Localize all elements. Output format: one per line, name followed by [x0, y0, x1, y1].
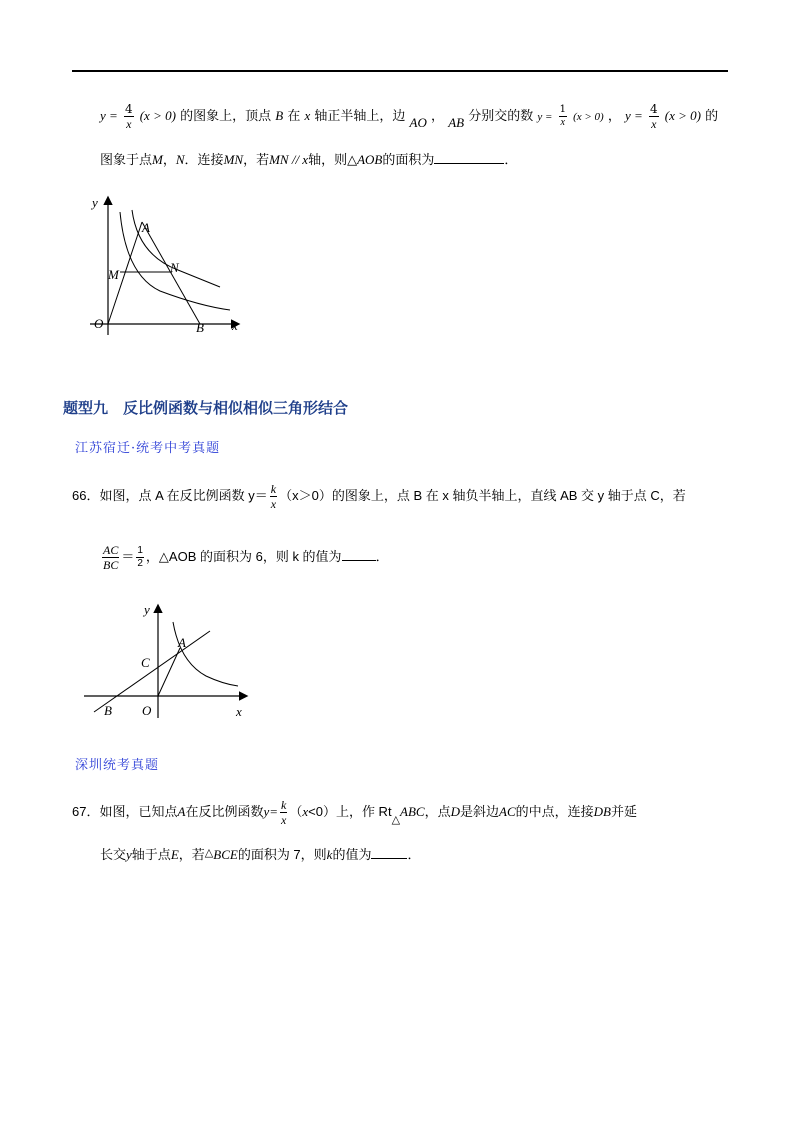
- fig66-label-y: y: [144, 602, 150, 617]
- q65-line-1: y = $\frac{4}{x}$ (x > 0) 的图象上，顶点 B 在 x 轴正半轴上，边 AO ， AB 分别交的数 y = $\frac{1}{x}$ (x > 0) ， y = $\frac{4}{x}$ (x > 0) 的: [100, 102, 719, 131]
- segment-oa: [158, 648, 180, 696]
- figure-q66: [78, 600, 253, 725]
- q66-fraction-half: $\frac{1}{2}$: [137, 545, 143, 570]
- fig65-label-y: y: [92, 195, 98, 210]
- figure-q65: [80, 190, 250, 340]
- eq2-fraction: $\frac{1}{x}$: [559, 104, 566, 128]
- answer-blank-67: [371, 848, 407, 859]
- q66-fraction-ac-bc: $\frac{AC}{BC}$: [103, 543, 119, 573]
- eq1-fraction: $\frac{4}{x}$: [124, 102, 133, 131]
- q67-fraction-k-x: $\frac{k}{x}$: [281, 798, 287, 828]
- fig65-label-x: x: [232, 318, 238, 333]
- eq1-lhs: y =: [100, 108, 118, 123]
- fig65-label-a: A: [142, 220, 150, 235]
- section-title: 题型九 反比例函数与相似相似三角形结合: [63, 399, 349, 417]
- fig65-label-b: B: [196, 320, 204, 335]
- edge-ab: AB: [448, 115, 465, 130]
- fig65-label-o: O: [94, 316, 104, 331]
- fig66-label-c: C: [141, 655, 150, 670]
- q67-line-1: 67．如图，已知点A在反比例函数y= $\frac{k}{x}$ （x<0）上，作 $Rt_\triangle ABC$，点D是斜边AC的中点，连接DB并延: [72, 798, 638, 828]
- q66-number: 66．: [72, 488, 100, 503]
- fig65-label-n: N: [170, 260, 179, 275]
- fig66-label-x: x: [236, 704, 242, 719]
- edge-ao: AO: [409, 115, 427, 130]
- source-label-1: 江苏宿迁·统考中考真题: [75, 441, 221, 456]
- answer-blank-66: [342, 550, 376, 561]
- q65-line-2: 图象于点M，N．连接MN，若MN // x轴，则△AOB的面积为 ．: [100, 152, 518, 168]
- q67-line-2: 长交y轴于点E，若△BCE的面积为 7，则k的值为 ．: [100, 847, 421, 862]
- fig66-label-a: A: [178, 635, 186, 650]
- q66-line-1: 66．如图，点 A 在反比例函数 y＝ $\frac{k}{x}$ （x＞0）的图象上，点 B 在 x 轴负半轴上，直线 AB 交 y 轴于点 C，若: [72, 482, 686, 512]
- q66-line-2: $\frac{AC}{BC}$ ＝ $\frac{1}{2}$ ，△AOB 的面积为 6，则 k 的值为 ．: [103, 543, 389, 573]
- fig65-label-m: M: [108, 267, 119, 282]
- line-ab: [94, 631, 210, 712]
- source-label-2: 深圳统考真题: [75, 758, 160, 773]
- q66-fraction-k-x: $\frac{k}{x}$: [270, 482, 277, 512]
- eq1-condition: (x > 0): [139, 108, 176, 123]
- header-rule: [72, 70, 728, 72]
- eq3-fraction: $\frac{4}{x}$: [649, 102, 658, 131]
- fig66-label-b: B: [104, 703, 112, 718]
- answer-blank-65: [434, 153, 504, 164]
- fig66-label-o: O: [142, 703, 152, 718]
- curve-y-k-over-x: [173, 622, 238, 686]
- q67-number: 67．: [72, 804, 100, 819]
